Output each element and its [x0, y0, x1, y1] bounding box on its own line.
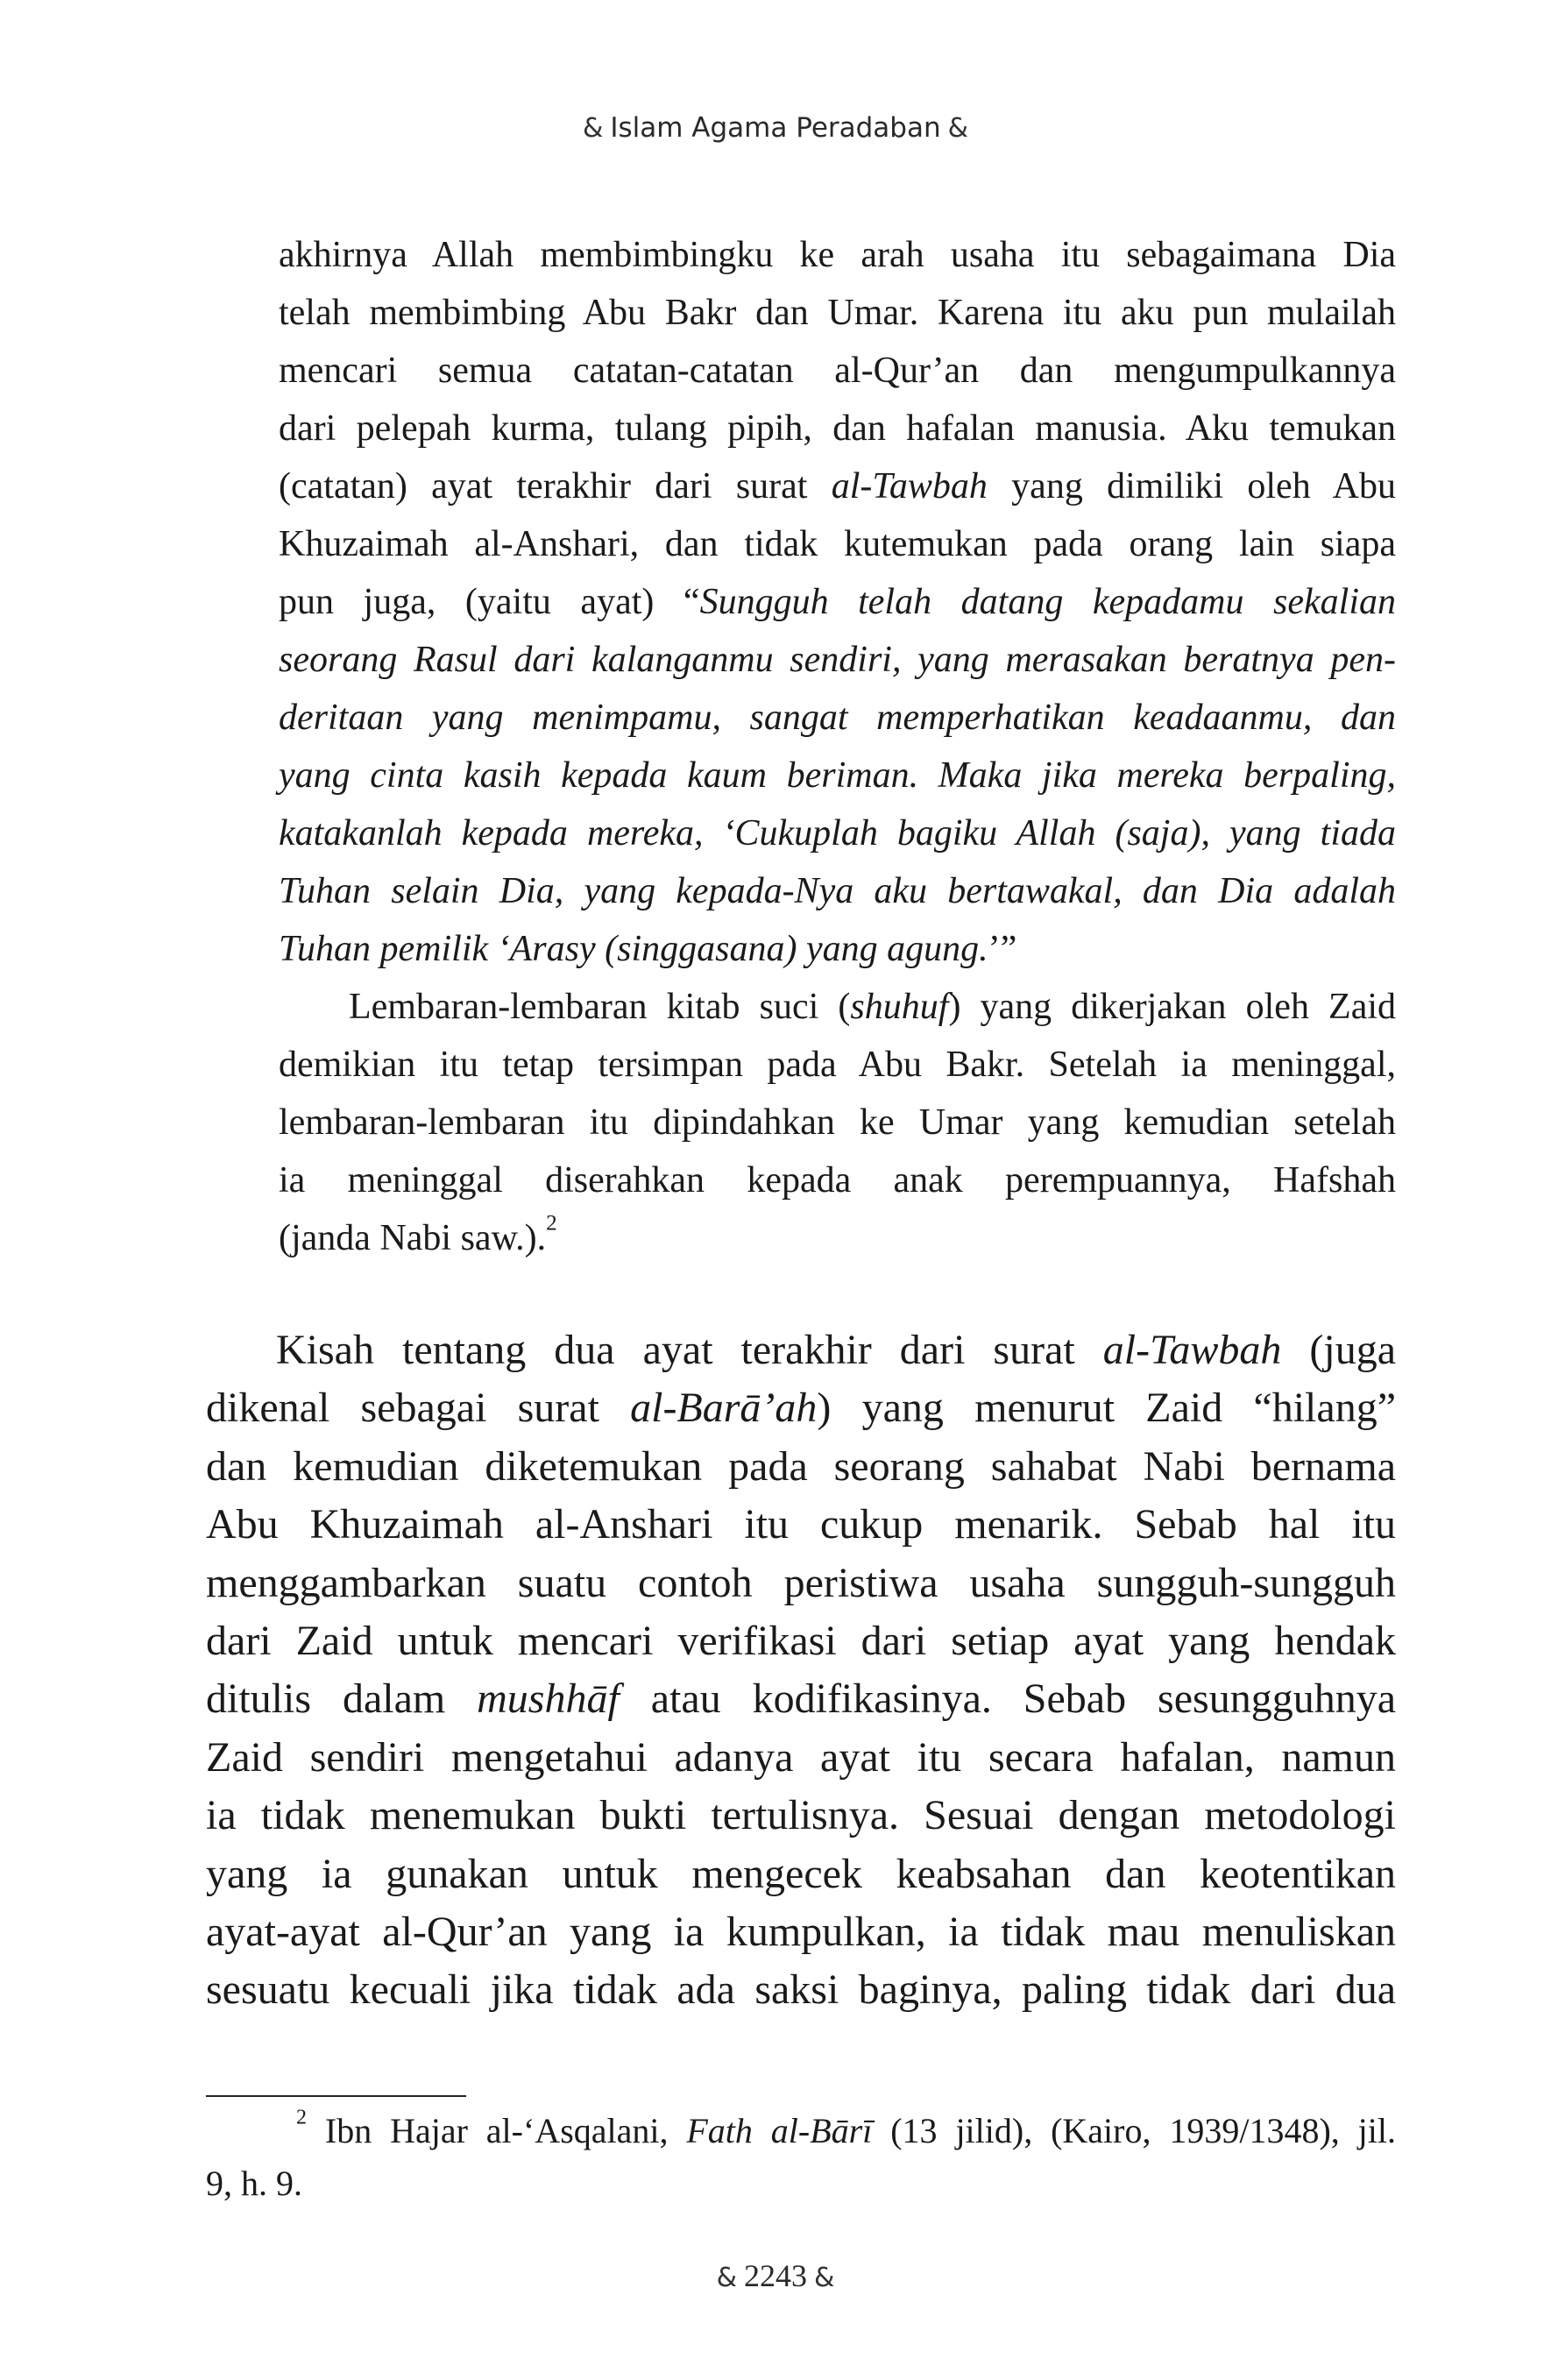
italic-text: Fath al-Bārī — [686, 2111, 873, 2150]
text-line — [279, 631, 1396, 689]
text-line — [206, 2105, 1396, 2157]
text-line — [206, 1496, 1396, 1554]
text-segment: atau kodifikasinya. Sebab sesungguhnya — [619, 1675, 1396, 1723]
text-line — [206, 1612, 1396, 1670]
text-segment: dari Zaid untuk mencari verifikasi dari setiap ayat yang hendak — [206, 1618, 1396, 1665]
text-segment: dan kemudian diketemukan pada seorang sahabat Nabi bernama — [206, 1442, 1396, 1490]
text-line — [279, 400, 1396, 457]
text-segment: (janda Nabi saw.). — [279, 1218, 547, 1258]
text-segment: sesuatu kecuali jika tidak ada saksi baginya, paling tidak dari dua — [206, 1966, 1396, 2014]
footnote — [206, 2105, 1396, 2210]
text-segment: ayat-ayat al-Qur’an yang ia kumpulkan, ia tidak mau menuliskan — [206, 1909, 1396, 1956]
text-line — [279, 920, 1396, 978]
footnote-marker: 2 — [296, 2106, 307, 2129]
text-line — [206, 1379, 1396, 1437]
text-line — [206, 1438, 1396, 1496]
text-line — [279, 689, 1396, 747]
text-line — [279, 862, 1396, 920]
right-ornament-icon: & — [947, 113, 969, 144]
main-paragraph — [206, 1321, 1396, 2020]
text-line — [206, 2157, 1396, 2210]
left-ornament-icon: & — [716, 2263, 737, 2293]
text-line — [279, 747, 1396, 804]
text-segment: Ibn Hajar al-‘Asqalani, — [324, 2111, 687, 2150]
text-line — [279, 284, 1396, 342]
book-title: Islam Agama Peradaban — [610, 112, 941, 144]
italic-text: al-Barā’ah — [630, 1385, 818, 1432]
text-line — [206, 1845, 1396, 1903]
text-segment: yang dimiliki oleh Abu — [987, 466, 1396, 506]
text-segment: Lembaran-lembaran kitab suci ( — [349, 987, 851, 1027]
text-line — [206, 1961, 1396, 2019]
quoted-passage — [279, 226, 1396, 1267]
text-line — [206, 1903, 1396, 1961]
text-line — [279, 515, 1396, 573]
footnote-rule — [206, 2095, 466, 2097]
text-line — [206, 1787, 1396, 1845]
left-ornament-icon: & — [582, 113, 604, 144]
italic-text: al-Tawbah — [1102, 1327, 1282, 1373]
text-line — [206, 1555, 1396, 1612]
text-segment: pun juga, (yaitu ayat) “ — [279, 582, 700, 622]
text-segment: mencari semua catatan-catatan al-Qur’an dan mengumpulkannya — [279, 351, 1396, 391]
italic-text: al-Tawbah — [831, 466, 988, 506]
page-number — [0, 2257, 1551, 2294]
right-ornament-icon: & — [814, 2263, 835, 2293]
text-line — [206, 1729, 1396, 1787]
text-line — [279, 804, 1396, 862]
text-segment: Kisah tentang dua ayat terakhir dari surat — [276, 1327, 1103, 1373]
text-line — [279, 457, 1396, 515]
text-segment: telah membimbing Abu Bakr dan Umar. Karena itu aku pun mulailah — [279, 293, 1396, 333]
text-segment: ia tidak menemukan bukti tertulisnya. Sesuai dengan metodologi — [206, 1792, 1396, 1839]
text-segment: ’” — [988, 929, 1017, 969]
text-line — [206, 1321, 1396, 1379]
text-segment: (13 jilid), (Kairo, 1939/1348), jil. — [872, 2111, 1397, 2150]
text-line — [206, 1670, 1396, 1728]
text-line — [279, 1094, 1396, 1151]
text-segment: akhirnya Allah membimbingku ke arah usaha itu sebagaimana Dia — [279, 235, 1396, 275]
text-segment: dari pelepah kurma, tulang pipih, dan hafalan manusia. Aku temukan — [279, 408, 1396, 449]
text-segment: Zaid sendiri mengetahui adanya ayat itu secara hafalan, namun — [206, 1733, 1396, 1781]
italic-text: Tuhan selain Dia, yang kepada-Nya aku bertawakal, dan Dia adalah — [279, 871, 1396, 911]
text-segment: ia meninggal diserahkan kepada anak perempuannya, Hafshah — [279, 1160, 1396, 1201]
text-segment: ) yang dikerjakan oleh Zaid — [948, 987, 1397, 1027]
text-segment: (juga — [1281, 1327, 1397, 1373]
running-head — [0, 112, 1551, 144]
text-segment: 9, h. 9. — [206, 2164, 302, 2203]
italic-text: seorang Rasul dari kalanganmu sendiri, yang merasakan beratnya pen- — [279, 640, 1396, 680]
text-line — [279, 342, 1396, 400]
text-line — [279, 978, 1396, 1036]
text-segment: (catatan) ayat terakhir dari surat — [279, 466, 832, 506]
text-segment: Khuzaimah al-Anshari, dan tidak kutemukan pada orang lain siapa — [279, 524, 1396, 564]
text-segment: ) yang menurut Zaid “hilang” — [817, 1385, 1397, 1432]
text-line — [279, 1209, 1396, 1267]
text-line — [279, 1151, 1396, 1209]
italic-text: deritaan yang menimpamu, sangat memperhatikan keadaanmu, dan — [279, 698, 1396, 738]
italic-text: shuhuf — [850, 987, 949, 1027]
italic-text: yang cinta kasih kepada kaum beriman. Maka jika mereka berpaling, — [279, 755, 1396, 796]
text-segment: lembaran-lembaran itu dipindahkan ke Umar yang kemudian setelah — [279, 1102, 1396, 1143]
italic-text: Sungguh telah datang kepadamu sekalian — [699, 582, 1396, 622]
text-line — [279, 1036, 1396, 1094]
italic-text: mushhāf — [477, 1675, 620, 1723]
italic-text: katakanlah kepada mereka, ‘Cukuplah bagiku Allah (saja), yang tiada — [279, 813, 1396, 854]
text-segment: Abu Khuzaimah al-Anshari itu cukup menarik. Sebab hal itu — [206, 1501, 1396, 1548]
text-segment: demikian itu tetap tersimpan pada Abu Bakr. Setelah ia meninggal, — [279, 1045, 1396, 1085]
text-line — [279, 226, 1396, 284]
page-number-value: 2243 — [744, 2258, 807, 2293]
footnote-reference[interactable]: 2 — [546, 1211, 557, 1236]
text-segment: dikenal sebagai surat — [206, 1385, 631, 1432]
text-segment: ditulis dalam — [206, 1675, 478, 1723]
text-line — [279, 573, 1396, 631]
text-segment: yang ia gunakan untuk mengecek keabsahan dan keotentikan — [206, 1850, 1396, 1897]
italic-text: Tuhan pemilik ‘Arasy (singgasana) yang agung. — [279, 929, 988, 969]
text-segment: menggambarkan suatu contoh peristiwa usaha sungguh-sungguh — [206, 1559, 1396, 1606]
